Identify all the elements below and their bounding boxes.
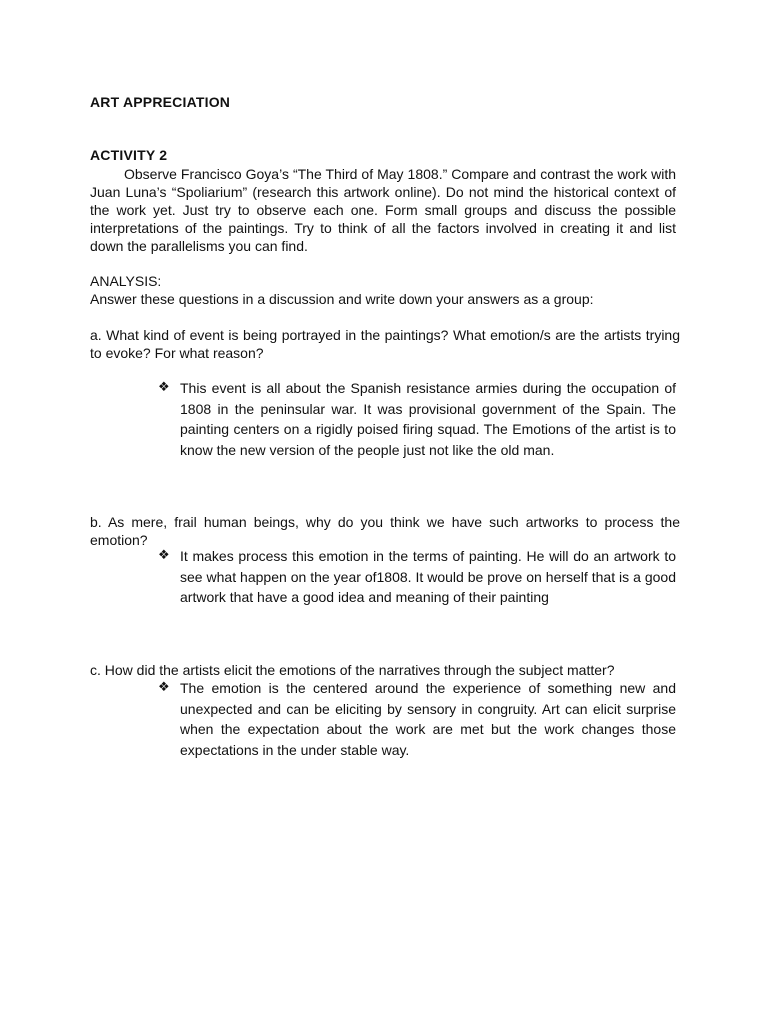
answer-c [158, 678, 676, 760]
answer-c-text: The emotion is the centered around the experience of something new and unexpected and can be eliciting by sensory in congruity. Art can elicit surprise when the expectation about the work are met but the work changes those expectations in the under stable way. [180, 680, 676, 758]
answer-a-text: This event is all about the Spanish resistance armies during the occupation of 1808 in the peninsular war. It was provisional government of the Spain. The painting centers on a rigidly poised firing squad. The Emotions of the artist is to know the new version of the people just not like the old man. [180, 380, 676, 458]
diamond-bullet-icon: ❖ [158, 548, 170, 563]
answer-a [158, 378, 676, 460]
diamond-bullet-icon: ❖ [158, 380, 170, 395]
answer-b [158, 546, 676, 608]
document-title: ART APPRECIATION [90, 94, 231, 110]
analysis-instruction: Answer these questions in a discussion and write down your answers as a group: [90, 291, 594, 307]
diamond-bullet-icon: ❖ [158, 680, 170, 695]
question-b: b. As mere, frail human beings, why do you think we have such artworks to process the emotion? [90, 514, 680, 548]
question-c: c. How did the artists elicit the emotions of the narratives through the subject matter? [90, 662, 615, 678]
activity-instructions: Observe Francisco Goya’s “The Third of May 1808.” Compare and contrast the work with Juan Luna’s “Spoliarium” (research this artwork online). Do not mind the historical context of the work yet. Just try to observe each one. Form small groups and discuss the possible interpretations of the paintings. Try to think of all the factors involved in creating it and list down the parallelisms you can find. [90, 166, 676, 254]
question-a: a. What kind of event is being portrayed in the paintings? What emotion/s are the artists trying to evoke? For what reason? [90, 327, 680, 361]
activity-heading: ACTIVITY 2 [90, 147, 168, 163]
analysis-label: ANALYSIS: [90, 273, 162, 289]
answer-b-text: It makes process this emotion in the terms of painting. He will do an artwork to see what happen on the year of1808. It would be prove on herself that is a good artwork that have a good idea and meaning of their painting [180, 548, 676, 605]
